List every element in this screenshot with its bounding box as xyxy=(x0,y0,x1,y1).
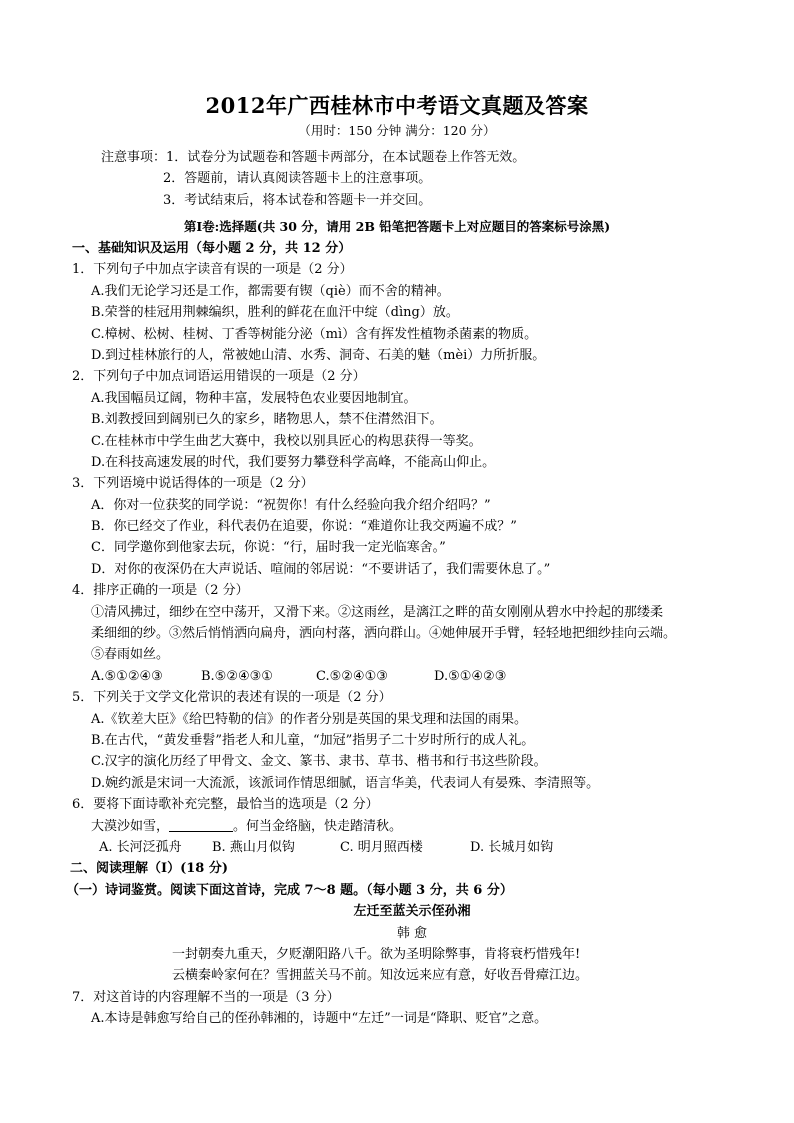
q4-passage-line-2: 柔细细的纱。③然后悄悄洒向扁舟，洒向村落，洒向群山。④她伸展开手臂，轻轻地把细纱挂向云端。 xyxy=(91,626,677,642)
section-1-heading: 一、基础知识及运用（每小题 2 分，共 12 分） xyxy=(72,241,352,256)
q5-option-b: B.在古代，“黄发垂髫”指老人和儿童，“加冠”指男子二十岁时所行的成人礼。 xyxy=(91,732,535,748)
q6-answer-blank xyxy=(169,817,233,832)
q6-poem xyxy=(72,816,732,837)
q5-stem: 5．下列关于文学文化常识的表述有误的一项是（2 分） xyxy=(72,690,392,706)
q1-stem: 1．下列句子中加点字读音有误的一项是（2 分） xyxy=(72,262,353,278)
page-title: 2012年广西桂林市中考语文真题及答案 xyxy=(205,93,589,118)
section-2-heading: 二、阅读理解（Ⅰ）(18 分) xyxy=(70,861,228,877)
q4-passage-line-3: ⑤春雨如丝。 xyxy=(91,647,170,663)
volume-header: 第Ⅰ卷:选择题(共 30 分，请用 2B 铅笔把答题卡上对应题目的答案标号涂黑) xyxy=(183,219,611,234)
q6-poem-part-b: 。何当金络脑，快走踏清秋。 xyxy=(233,818,403,834)
q4-stem: 4．排序正确的一项是（2 分） xyxy=(72,583,249,599)
q5-option-a: A.《钦差大臣》《给巴特勒的信》的作者分别是英国的果戈理和法国的雨果。 xyxy=(91,711,528,727)
notes-block xyxy=(72,147,732,211)
q2-option-d: D.在科技高速发展的时代，我们要努力攀登科学高峰，不能高山仰止。 xyxy=(91,454,496,470)
poem-line-2: 云横秦岭家何在？雪拥蓝关马不前。知汝远来应有意，好收吾骨瘴江边。 xyxy=(172,968,589,984)
q4-passage-line-1: ①清风拂过，细纱在空中荡开，又滑下来。②这雨丝，是漓江之畔的苗女刚刚从碧水中拎起的那缕柔 xyxy=(91,604,664,620)
exam-body xyxy=(66,238,732,1029)
note-1: 注意事项：1．试卷分为试题卷和答题卡两部分，在本试题卷上作答无效。 xyxy=(101,150,526,165)
q6-options xyxy=(72,837,732,858)
q1-option-c: C.樟树、松树、桂树、丁香等树能分泌（mì）含有挥发性植物杀菌素的物质。 xyxy=(91,326,538,342)
q6-option-b: B. 燕山月似钩 xyxy=(212,839,295,855)
q4-option-d: D.⑤①④②③ xyxy=(434,668,507,684)
note-2: 2．答题前，请认真阅读答题卡上的注意事项。 xyxy=(163,171,432,187)
q3-option-c: C．同学邀你到他家去玩，你说：“行，届时我一定光临寒舍。” xyxy=(91,540,446,556)
q5-option-d: D.婉约派是宋词一大流派，该派词作情思细腻，语言华美，代表词人有晏殊、李清照等。 xyxy=(91,775,600,791)
q4-option-a: A.⑤①②④③ xyxy=(91,668,163,684)
q6-stem: 6．要将下面诗歌补充完整，最恰当的选项是（2 分） xyxy=(72,797,379,813)
q4-options xyxy=(72,666,732,687)
q6-option-c: C. 明月照西楼 xyxy=(340,839,423,855)
q3-option-a: A．你对一位获奖的同学说：“祝贺你！有什么经验向我介绍介绍吗？” xyxy=(91,497,491,513)
q2-option-b: B.刘教授回到阔别已久的家乡，睹物思人，禁不住潸然泪下。 xyxy=(91,412,443,428)
q3-stem: 3．下列语境中说话得体的一项是（2 分） xyxy=(72,476,314,492)
q4-option-b: B.⑤②④③① xyxy=(201,668,273,684)
q6-option-d: D. 长城月如钩 xyxy=(470,839,554,855)
q6-poem-part-a: 大漠沙如雪， xyxy=(91,818,170,834)
volume-header-block xyxy=(0,216,794,237)
q3-option-d: D．对你的夜深仍在大声说话、喧闹的邻居说：“不要讲话了，我们需要休息了。” xyxy=(91,561,551,577)
q1-option-b: B.荣誉的桂冠用荆棘编织，胜利的鲜花在血汗中绽（dìng）放。 xyxy=(91,305,459,321)
q3-option-b: B．你已经交了作业，科代表仍在追要，你说：“难道你让我交两遍不成？” xyxy=(91,519,517,535)
q2-stem: 2．下列句子中加点词语运用错误的一项是（2 分） xyxy=(72,369,366,385)
q5-option-c: C.汉字的演化历经了甲骨文、金文、篆书、隶书、草书、楷书和行书这些阶段。 xyxy=(91,754,547,770)
q2-option-c: C.在桂林市中学生曲艺大赛中，我校以别具匠心的构思获得一等奖。 xyxy=(91,433,482,449)
q7-option-a: A.本诗是韩愈写给自己的侄孙韩湘的，诗题中“左迁”一词是“降职、贬官”之意。 xyxy=(91,1011,548,1027)
q6-option-a: A. 长河泛孤舟 xyxy=(99,839,182,855)
q1-option-a: A.我们无论学习还是工作，都需要有锲（qiè）而不舍的精神。 xyxy=(91,283,450,299)
q1-option-d: D.到过桂林旅行的人，常被她山清、水秀、洞奇、石美的魅（mèi）力所折服。 xyxy=(91,347,546,363)
exam-time-score: （用时：150 分钟 满分：120 分） xyxy=(298,123,496,138)
poem-author: 韩 愈 xyxy=(396,925,428,941)
note-3: 3．考试结束后，将本试卷和答题卡一并交回。 xyxy=(163,192,432,208)
poem-title: 左迁至蓝关示侄孙湘 xyxy=(353,904,471,920)
q2-option-a: A.我国幅员辽阔，物种丰富，发展特色农业要因地制宜。 xyxy=(91,390,417,406)
q7-stem: 7．对这首诗的内容理解不当的一项是（3 分） xyxy=(72,989,340,1005)
subsection-heading: （一）诗词鉴赏。阅读下面这首诗，完成 7～8 题。（每小题 3 分，共 6 分） xyxy=(66,882,513,898)
q4-option-c: C.⑤②④①③ xyxy=(316,668,388,684)
poem-line-1: 一封朝奏九重天，夕贬潮阳路八千。欲为圣明除弊事，肯将衰朽惜残年! xyxy=(172,946,581,962)
